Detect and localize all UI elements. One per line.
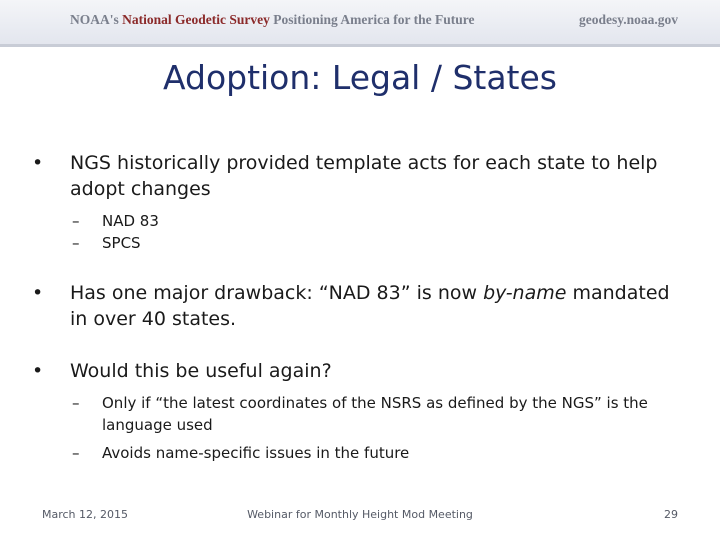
dash-icon: – — [72, 212, 80, 230]
footer-date: March 12, 2015 — [42, 508, 129, 521]
bullet-icon: • — [32, 282, 44, 304]
sub-bullet-item — [32, 232, 682, 254]
sub-bullet-item — [32, 442, 682, 464]
agency-prefix: NOAA's — [70, 12, 123, 27]
bullet-item — [32, 358, 682, 384]
dash-icon: – — [72, 394, 80, 412]
slide-content — [32, 150, 682, 464]
dash-icon: – — [72, 444, 80, 462]
sub-bullet-item — [32, 392, 682, 436]
footer-page-number: 29 — [664, 508, 678, 521]
slide-title: Adoption: Legal / States — [163, 58, 557, 97]
bullet-text: Would this be useful again? — [70, 360, 332, 382]
bullet-text-part: Has one major drawback: “NAD 83” is now — [70, 282, 484, 304]
header-banner — [0, 0, 720, 44]
agency-tagline: Positioning America for the Future — [269, 12, 475, 27]
agency-name: National Geodetic Survey — [122, 12, 270, 27]
bullet-text — [70, 282, 670, 330]
bullet-text: NGS historically provided template acts for each state to help adopt changes — [70, 152, 658, 200]
agency-banner-text — [70, 12, 475, 28]
bullet-icon: • — [32, 152, 44, 174]
banner-divider — [0, 44, 720, 47]
bullet-item — [32, 280, 682, 332]
bullet-item — [32, 150, 682, 202]
bullet-icon: • — [32, 360, 44, 382]
bullet-text-italic: by-name — [483, 282, 567, 304]
bullet-text-part: mandated in over 40 states. — [70, 282, 670, 330]
footer-event: Webinar for Monthly Height Mod Meeting — [247, 508, 473, 521]
sub-bullet-text: Avoids name-specific issues in the future — [102, 444, 410, 462]
dash-icon: – — [72, 234, 80, 252]
sub-bullet-text: NAD 83 — [102, 212, 159, 230]
sub-bullet-item — [32, 210, 682, 232]
sub-bullet-text: Only if “the latest coordinates of the NSRS as defined by the NGS” is the language used — [102, 394, 648, 434]
website-link[interactable]: geodesy.noaa.gov — [578, 12, 678, 27]
sub-bullet-text: SPCS — [102, 234, 141, 252]
